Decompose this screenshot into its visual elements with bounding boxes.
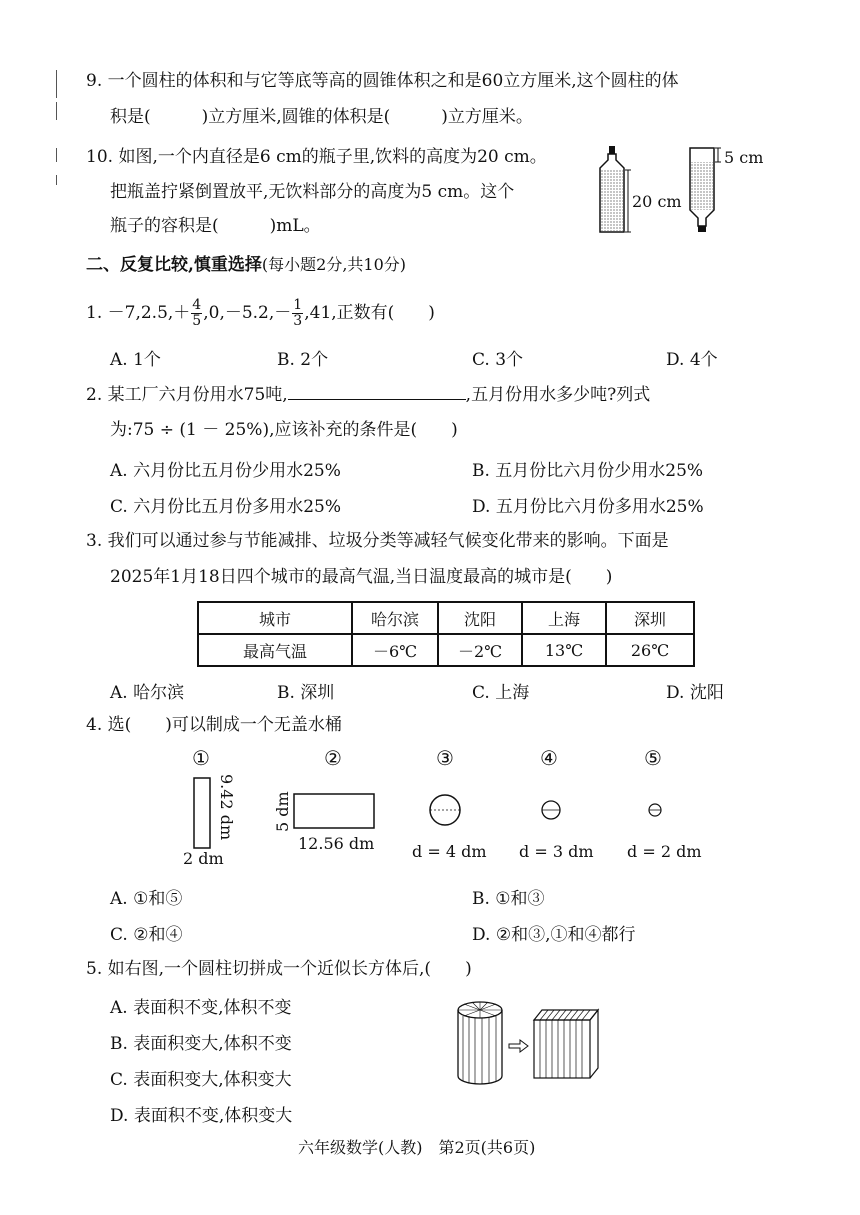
mc1-option-b[interactable]: B. 2个 <box>277 350 329 370</box>
mc1-mid: ,0,－5.2,－ <box>203 303 292 323</box>
table-header-row <box>198 602 694 634</box>
mc1-suffix: ,41,正数有( ) <box>304 303 435 323</box>
mc5-option-c[interactable]: C. 表面积变大,体积变大 <box>110 1070 292 1090</box>
fig4-label: d = 3 dm <box>519 842 594 861</box>
mc1-option-d[interactable]: D. 4个 <box>666 350 718 370</box>
fraction-1-3 <box>292 298 303 329</box>
mc3-option-d[interactable]: D. 沈阳 <box>666 683 724 703</box>
mc1-option-c[interactable]: C. 3个 <box>472 350 524 370</box>
bottle-label-20cm: 20 cm <box>632 192 682 211</box>
mc3-line1: 3. 我们可以通过参与节能减排、垃圾分类等减轻气候变化带来的影响。下面是 <box>86 531 669 551</box>
figure-num-1: ① <box>192 746 210 770</box>
figure-num-5: ⑤ <box>644 746 662 770</box>
table-cell: 26℃ <box>606 634 694 666</box>
mc2-line1-b: ,五月份用水多少吨?列式 <box>465 385 651 405</box>
q10-line2: 把瓶盖拧紧倒置放平,无饮料部分的高度为5 cm。这个 <box>110 182 515 202</box>
section-title-text: 二、反复比较,慎重选择 <box>86 255 262 275</box>
fraction-4-5 <box>191 298 202 329</box>
frac-num: 1 <box>293 297 303 313</box>
mc2-line2: 为:75 ÷ (1 － 25%),应该补充的条件是( ) <box>110 420 458 440</box>
section-note: (每小题2分,共10分) <box>261 255 407 274</box>
temperature-table <box>197 601 695 667</box>
mc1-option-a[interactable]: A. 1个 <box>110 350 161 370</box>
figure-num-3: ③ <box>436 746 454 770</box>
frac-den: 5 <box>192 313 202 329</box>
mc3-option-c[interactable]: C. 上海 <box>472 683 530 703</box>
section-title <box>86 254 406 276</box>
page-footer: 六年级数学(人教) 第2页(共6页) <box>298 1138 536 1157</box>
mc2-line1 <box>86 383 650 406</box>
fig1-width: 2 dm <box>183 849 224 868</box>
table-cell: 哈尔滨 <box>352 602 438 634</box>
mc2-option-a[interactable]: A. 六月份比五月份少用水25% <box>110 461 341 481</box>
table-cell: 沈阳 <box>438 602 522 634</box>
q10-line3: 瓶子的容积是( )mL。 <box>110 216 321 236</box>
table-cell: 最高气温 <box>198 634 352 666</box>
mc2-blank <box>288 383 466 400</box>
mc4-option-d[interactable]: D. ②和③,①和④都行 <box>472 925 636 945</box>
mc1-stem <box>86 296 435 330</box>
mc3-option-b[interactable]: B. 深圳 <box>277 683 335 703</box>
mc2-option-d[interactable]: D. 五月份比六月份多用水25% <box>472 497 704 517</box>
frac-num: 4 <box>192 297 202 313</box>
mc4-option-a[interactable]: A. ①和⑤ <box>110 889 183 909</box>
q9-line1: 9. 一个圆柱的体积和与它等底等高的圆锥体积之和是60立方厘米,这个圆柱的体 <box>86 71 679 91</box>
table-cell: －6℃ <box>352 634 438 666</box>
mc5-stem: 5. 如右图,一个圆柱切拼成一个近似长方体后,( ) <box>86 959 472 979</box>
fig5-label: d = 2 dm <box>627 842 702 861</box>
figure-num-4: ④ <box>540 746 558 770</box>
table-row <box>198 634 694 666</box>
q9-line2: 积是( )立方厘米,圆锥的体积是( )立方厘米。 <box>110 107 533 127</box>
q10-line1: 10. 如图,一个内直径是6 cm的瓶子里,饮料的高度为20 cm。 <box>86 147 547 167</box>
mc3-line2: 2025年1月18日四个城市的最高气温,当日温度最高的城市是( ) <box>110 567 613 587</box>
table-cell: 深圳 <box>606 602 694 634</box>
table-cell: 13℃ <box>522 634 606 666</box>
mc2-option-b[interactable]: B. 五月份比六月份少用水25% <box>472 461 704 481</box>
cylinder-to-cuboid-figure <box>452 998 612 1088</box>
fig2-width: 12.56 dm <box>298 834 375 853</box>
mc4-option-c[interactable]: C. ②和④ <box>110 925 183 945</box>
mc4-option-b[interactable]: B. ①和③ <box>472 889 545 909</box>
mc3-option-a[interactable]: A. 哈尔滨 <box>110 683 185 703</box>
table-cell: 城市 <box>198 602 352 634</box>
margin-line <box>56 70 57 98</box>
margin-line <box>56 102 57 120</box>
mc5-option-d[interactable]: D. 表面积不变,体积变大 <box>110 1106 293 1126</box>
fig2-height: 5 dm <box>273 791 292 832</box>
bottle-label-5cm: 5 cm <box>724 148 764 167</box>
figure-num-2: ② <box>324 746 342 770</box>
mc2-line1-a: 2. 某工厂六月份用水75吨, <box>86 385 288 405</box>
mc1-prefix: 1. －7,2.5,＋ <box>86 303 191 323</box>
table-cell: －2℃ <box>438 634 522 666</box>
mc4-stem: 4. 选( )可以制成一个无盖水桶 <box>86 715 342 735</box>
table-cell: 上海 <box>522 602 606 634</box>
mc5-option-b[interactable]: B. 表面积变大,体积不变 <box>110 1034 292 1054</box>
mc2-option-c[interactable]: C. 六月份比五月份多用水25% <box>110 497 341 517</box>
fig1-height: 9.42 dm <box>217 774 236 841</box>
mc5-option-a[interactable]: A. 表面积不变,体积不变 <box>110 998 292 1018</box>
margin-line <box>56 148 57 162</box>
frac-den: 3 <box>293 313 303 329</box>
margin-line <box>56 175 57 185</box>
fig3-label: d = 4 dm <box>412 842 487 861</box>
